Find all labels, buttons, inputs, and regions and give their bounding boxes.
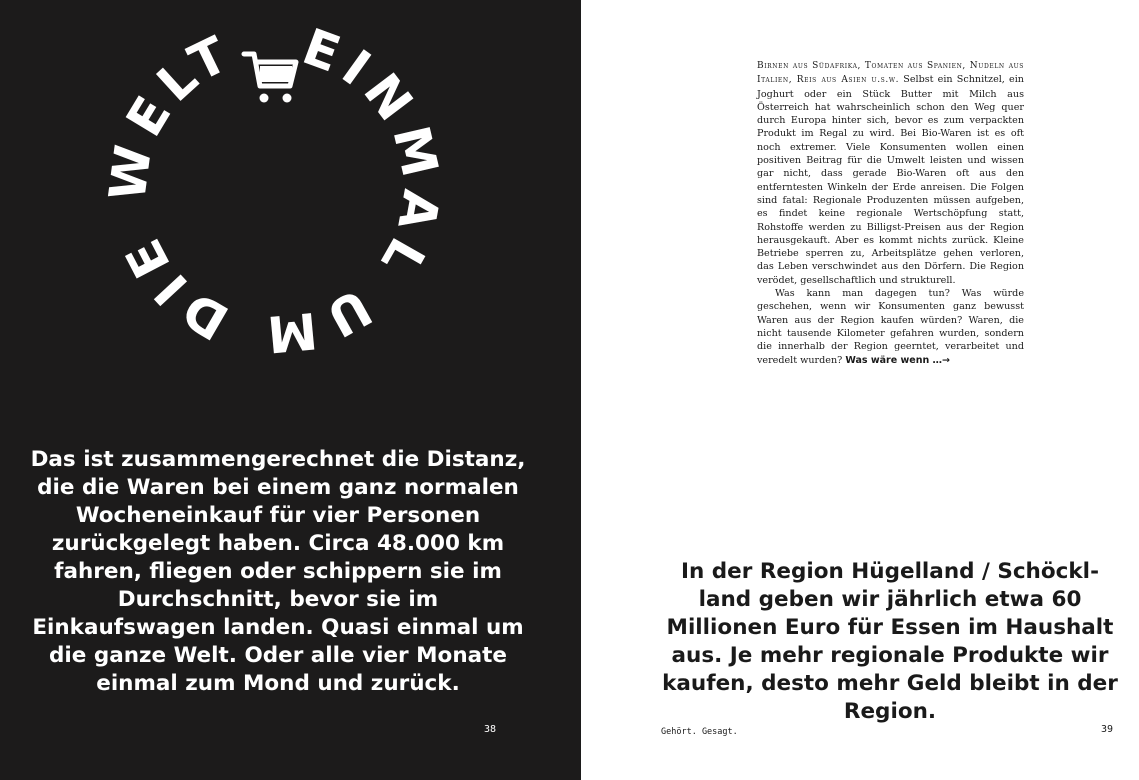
running-footer: Gehört. Gesagt. — [661, 727, 738, 737]
paragraph-2 — [757, 287, 1024, 367]
more-link-label: Was wäre wenn … — [845, 354, 943, 366]
more-link[interactable] — [845, 355, 950, 366]
lead-in: Birnen aus Südafrika, Tomaten aus Spanien, Nudeln aus Italien, Reis aus Asien u.s.w. — [757, 61, 1024, 86]
body-text — [757, 59, 1024, 367]
circle-title-text: EINMAL UM DIE WELT — [98, 17, 451, 364]
left-statement: Das ist zusammengerechnet die Distanz, die die Waren bei einem ganz normalen Wocheneinkauf für vier Personen zurückgelegt haben. Circa 48.000 km fahren, fliegen oder schippern sie im Durchschnitt, bevor sie im Einkaufswagen landen. Quasi einmal um die ganze Welt. Oder alle vier Monate einmal zum Mond und zurück. — [30, 447, 526, 696]
arrow-right-icon: → — [942, 354, 951, 366]
circular-title — [0, 0, 581, 420]
right-page — [581, 0, 1139, 780]
shopping-cart-icon — [244, 54, 296, 103]
right-statement: In der Region Hügelland / Schöcklland geben wir jährlich etwa 60 Millionen Euro für Essen im Haushalt aus. Je mehr regionale Produkte wir kaufen, desto mehr Geld bleibt in der Region. — [662, 559, 1118, 724]
paragraph-2-text: Was kann man dagegen tun? Was würde geschehen, wenn wir Konsumenten ganz bewusst Waren aus der Region kaufen würden? Waren, die nicht tausende Kilometer gefahren wurden, sondern die innerhalb der Region geerntet, verarbeitet und veredelt wurden? — [757, 288, 1024, 366]
page-number-left: 38 — [483, 724, 497, 735]
page-number-right: 39 — [1100, 724, 1114, 735]
paragraph-1 — [757, 59, 1024, 287]
paragraph-1-text: Selbst ein Schnitzel, ein Joghurt oder ein Stück Butter mit Milch aus Österreich hat wahrscheinlich schon den Weg quer durch Europa hinter sich, bevor es zum verpackten Produkt im Regal zu wird. Bei Bio-Waren ist es oft noch extremer. Viele Konsumenten wollen einen positiven Beitrag für die Umwelt leisten und wissen gar nicht, dass gerade Bio-Waren oft aus den entferntesten Winkeln der Erde anreisen. Die Folgen sind fatal: Regionale Produzenten müssen aufgeben, es findet keine regionale Wertschöpfung statt, Rohstoffe werden zu Billigst-Preisen aus der Region herausgekauft. Aber es kommt nichts zurück. Kleine Betriebe sperren zu, Arbeitsplätze gehen verloren, das Leben verschwindet aus den Dörfern. Die Region verödet, gesellschaftlich und strukturell. — [757, 74, 1024, 286]
